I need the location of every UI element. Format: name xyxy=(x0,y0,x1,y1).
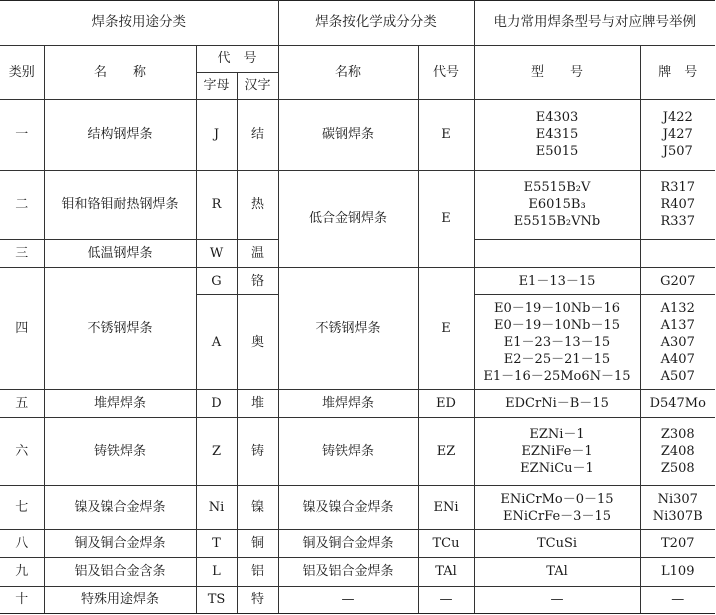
header-examples: 电力常用焊条型号与对应牌号举例 xyxy=(474,1,715,46)
model-value: E6015B₃ xyxy=(528,197,586,213)
model-value: E2－25－21－15 xyxy=(503,351,611,367)
letter-cell: R xyxy=(196,170,237,239)
model-value: E0－19－10Nb－15 xyxy=(493,317,621,333)
category-cell: 十 xyxy=(0,586,44,613)
brand-value: Ni307B xyxy=(652,508,703,524)
name-cell: 铜及铜合金焊条 xyxy=(44,529,196,557)
brand-cell: D547Mo xyxy=(640,390,715,417)
header-chem-code: 代号 xyxy=(418,45,474,100)
model-cell: E1－13－15 xyxy=(474,267,640,294)
chem-code-cell: E xyxy=(418,267,474,389)
name-cell: 钼和铬钼耐热钢焊条 xyxy=(44,170,196,239)
header-letter: 字母 xyxy=(196,72,237,99)
chem-code-cell: — xyxy=(418,586,474,613)
table-row xyxy=(0,486,715,529)
brand-cell: — xyxy=(640,586,715,613)
name-cell: 特殊用途焊条 xyxy=(44,586,196,613)
name-cell: 低温钢焊条 xyxy=(44,239,196,267)
letter-cell: D xyxy=(196,390,237,417)
category-cell: 八 xyxy=(0,529,44,557)
chem-name-cell: 铜及铜合金焊条 xyxy=(278,529,418,557)
hanzi-cell: 铜 xyxy=(237,529,278,557)
name-cell: 结构钢焊条 xyxy=(44,100,196,171)
letter-cell: L xyxy=(196,558,237,586)
table-row xyxy=(0,586,715,613)
hanzi-cell: 铸 xyxy=(237,417,278,486)
model-value: E1－16－25Mo6N－15 xyxy=(483,368,631,384)
category-cell: 一 xyxy=(0,100,44,171)
category-cell: 二 xyxy=(0,170,44,239)
category-cell: 三 xyxy=(0,239,44,267)
hanzi-cell: 堆 xyxy=(237,390,278,417)
brand-cell xyxy=(640,486,715,529)
table-row xyxy=(0,558,715,586)
model-value: E5515B₂VNb xyxy=(513,214,601,230)
model-cell: TCuSi xyxy=(474,529,640,557)
brand-value: A137 xyxy=(660,317,695,333)
table-row xyxy=(0,267,715,294)
hanzi-cell: 热 xyxy=(237,170,278,239)
header-chem-name: 名称 xyxy=(278,45,418,100)
name-cell: 铸铁焊条 xyxy=(44,417,196,486)
model-value: E5515B₂V xyxy=(523,180,591,196)
model-value: E4303 xyxy=(535,110,579,126)
brand-value: J422 xyxy=(662,110,693,126)
brand-value: Z408 xyxy=(660,444,695,460)
model-value: E4315 xyxy=(535,127,579,143)
chem-code-cell: ENi xyxy=(418,486,474,529)
brand-cell xyxy=(640,295,715,390)
brand-value: R337 xyxy=(660,214,696,230)
chem-name-cell: 铝及铝合金焊条 xyxy=(278,558,418,586)
brand-value: J427 xyxy=(662,127,693,143)
model-cell xyxy=(474,417,640,486)
model-value: EZNi－1 xyxy=(529,427,585,443)
model-value: E0－19－10Nb－16 xyxy=(493,300,621,316)
model-cell: EDCrNi－B－15 xyxy=(474,390,640,417)
brand-cell xyxy=(640,417,715,486)
name-cell: 镍及镍合金焊条 xyxy=(44,486,196,529)
chem-name-cell: 铸铁焊条 xyxy=(278,417,418,486)
model-value: E5015 xyxy=(535,144,579,160)
brand-value: R317 xyxy=(660,180,696,196)
category-cell: 六 xyxy=(0,417,44,486)
letter-cell: T xyxy=(196,529,237,557)
header-name: 名 称 xyxy=(44,45,196,100)
brand-value: Z508 xyxy=(660,461,695,477)
header-code: 代 号 xyxy=(196,45,278,72)
model-value: EZNiFe－1 xyxy=(521,444,593,460)
brand-cell: G207 xyxy=(640,267,715,294)
table-row xyxy=(0,417,715,486)
category-cell: 七 xyxy=(0,486,44,529)
brand-value: R407 xyxy=(660,197,696,213)
chem-code-cell: TCu xyxy=(418,529,474,557)
hanzi-cell: 结 xyxy=(237,100,278,171)
letter-cell: W xyxy=(196,239,237,267)
hanzi-cell: 镍 xyxy=(237,486,278,529)
hanzi-cell: 铬 xyxy=(237,267,278,294)
model-value: E1－23－13－15 xyxy=(503,334,611,350)
model-cell-empty xyxy=(474,239,640,267)
letter-cell: Ni xyxy=(196,486,237,529)
chem-code-cell: E xyxy=(418,100,474,171)
chem-name-cell: 镍及镍合金焊条 xyxy=(278,486,418,529)
brand-value: J507 xyxy=(662,144,693,160)
letter-cell: J xyxy=(196,100,237,171)
table-row xyxy=(0,100,715,171)
brand-value: A407 xyxy=(660,351,695,367)
header-by-chemistry: 焊条按化学成分分类 xyxy=(278,1,474,46)
header-model: 型 号 xyxy=(474,45,640,100)
chem-name-cell: 不锈钢焊条 xyxy=(278,267,418,389)
model-value: EZNiCu－1 xyxy=(520,461,594,477)
letter-cell: TS xyxy=(196,586,237,613)
table-row xyxy=(0,170,715,239)
letter-cell: A xyxy=(196,295,237,390)
letter-cell: Z xyxy=(196,417,237,486)
model-cell xyxy=(474,100,640,171)
brand-cell: T207 xyxy=(640,529,715,557)
hanzi-cell: 铝 xyxy=(237,558,278,586)
category-cell: 五 xyxy=(0,390,44,417)
header-brand: 牌 号 xyxy=(640,45,715,100)
model-cell xyxy=(474,295,640,390)
name-cell: 不锈钢焊条 xyxy=(44,267,196,389)
chem-code-cell: ED xyxy=(418,390,474,417)
brand-value: Ni307 xyxy=(657,491,698,507)
brand-value: A132 xyxy=(660,300,695,316)
header-by-use: 焊条按用途分类 xyxy=(0,1,278,46)
model-value: ENiCrFe－3－15 xyxy=(503,508,611,524)
table-row xyxy=(0,390,715,417)
header-row-columns xyxy=(0,45,715,72)
chem-name-cell: 碳钢焊条 xyxy=(278,100,418,171)
model-cell: — xyxy=(474,586,640,613)
brand-cell xyxy=(640,100,715,171)
model-cell xyxy=(474,170,640,239)
chem-name-cell: 堆焊焊条 xyxy=(278,390,418,417)
hanzi-cell: 温 xyxy=(237,239,278,267)
category-cell: 四 xyxy=(0,267,44,389)
model-cell: TAl xyxy=(474,558,640,586)
chem-name-cell: 低合金钢焊条 xyxy=(278,170,418,267)
hanzi-cell: 奥 xyxy=(237,295,278,390)
chem-code-cell: EZ xyxy=(418,417,474,486)
model-cell xyxy=(474,486,640,529)
brand-cell: L109 xyxy=(640,558,715,586)
model-value: ENiCrMo－0－15 xyxy=(500,491,614,507)
brand-value: A307 xyxy=(660,334,695,350)
brand-value: Z308 xyxy=(660,427,695,443)
chem-code-cell: E xyxy=(418,170,474,267)
category-cell: 九 xyxy=(0,558,44,586)
table-row xyxy=(0,529,715,557)
header-hanzi: 汉字 xyxy=(237,72,278,99)
brand-value: A507 xyxy=(660,368,695,384)
brand-cell-empty xyxy=(640,239,715,267)
brand-cell xyxy=(640,170,715,239)
letter-cell: G xyxy=(196,267,237,294)
name-cell: 堆焊焊条 xyxy=(44,390,196,417)
name-cell: 铝及铝合金含条 xyxy=(44,558,196,586)
chem-code-cell: TAl xyxy=(418,558,474,586)
chem-name-cell: — xyxy=(278,586,418,613)
hanzi-cell: 特 xyxy=(237,586,278,613)
header-row-groups xyxy=(0,1,715,46)
header-category: 类别 xyxy=(0,45,44,100)
